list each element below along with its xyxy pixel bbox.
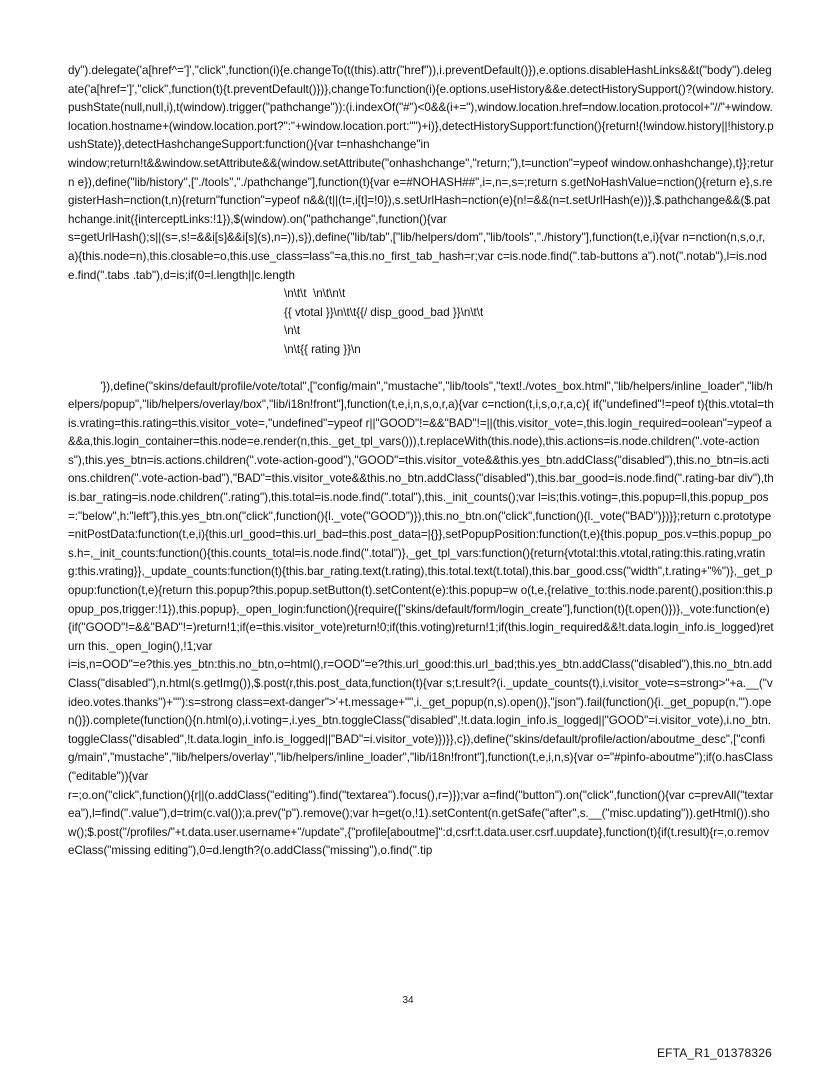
template-line: \n\t xyxy=(284,324,301,338)
template-snippet xyxy=(68,285,774,359)
code-paragraph-2: '}),define("skins/default/profile/vote/total",["config/main","mustache","lib/tools","text!./votes_box.html","lib/helpers/inline_loader","lib/helpers/popup","lib/helpers/overlay/box","lib/i18n!front"],function(t,e,i,n,s,o,r,a){var c=nction(t,i,s,o,r,a,c){ if("undefined"!=peof t){this.vtotal=this.vrating=this.rating=this.visitor_vote=,"undefined"=ypeof r||"GOOD"!=&&"BAD"!=||(this.visitor_vote=,this.login_required=oolean"=ypeof a&&a,this.login_container=this.node=e.render(n,this._get_tpl_vars())),t.replaceWith(this.node),this.actions=is.node.children(".vote-actions"),this.yes_btn=is.actions.children(".vote-action-good"),"GOOD"=this.visitor_vote&&this.yes_btn.addClass("disabled"),this.no_btn=is.actions.children(".vote-action-bad"),"BAD"=this.visitor_vote&&this.no_btn.addClass("disabled"),this.bar_good=is.node.find(".rating-bar div"),this.bar_rating=is.node.children(".rating"),this.total=is.node.find(".total"),this._init_counts();var l=is;this.voting=,this.popup=ll,this.popup_pos=:"below",h:"left"},this.yes_btn.on("click",function(){l._vote("GOOD")}),this.no_btn.on("click",function(){l._vote("BAD")})}};return c.prototype=nitPostData:function(t,e,i){this.url_good=this.url_bad=this.post_data=|{}},setPopupPosition:function(t,e){this.popup_pos.v=this.popup_pos.h=,_init_counts:function(){this.counts_total=is.node.find(".total")},_get_tpl_vars:function(){return{vtotal:this.vtotal,rating:this.rating,vrating:this.vrating}},_update_counts:function(t){this.bar_rating.text(t.rating),this.total.text(t.total),this.bar_good.css("width",t.rating+"%")},_get_popup:function(t,e){return this.popup?this.popup.setButton(t).setContent(e):this.popup=w o(t,e,{relative_to:this.node.parent(),position:this.popup_pos,trigger:!1}),this.popup},_open_login:function(){require(["skins/default/form/login_create"],function(t){t.open()})},_vote:function(e){if("GOOD"!=&&"BAD"!=)return!1;if(e=this.visitor_vote)return!0;if(this.voting)return!1;if(this.login_required&&!t.data.login_info.is_logged)return this._open_login(),!1;var i=is,n=OOD"=e?this.yes_btn:this.no_btn,o=html(),r=OOD"=e?this.url_good:this.url_bad;this.yes_btn.addClass("disabled"),this.no_btn.addClass("disabled"),n.html(s.getImg()),$.post(r,this.post_data,function(t){var s;t.result?(i._update_counts(t),i.visitor_vote=s=strong>"+a.__("video.votes.thanks")+""):s=strong class=ext-danger">'+t.message+"",i._get_popup(n,s).open()},"json").fail(function(){i._get_popup(n,'").open()}).complete(function(){n.html(o),i.voting=,i.yes_btn.toggleClass("disabled",!t.data.login_info.is_logged||"GOOD"=i.visitor_vote),i.no_btn.toggleClass("disabled",!t.data.login_info.is_logged||"BAD"=i.visitor_vote)})}},c}),define("skins/default/profile/action/aboutme_desc",["config/main","mustache","lib/helpers/overlay","lib/helpers/inline_loader","lib/i18n!front"],function(t,e,i,n,s){var o="#pinfo-aboutme");if(o.hasClass("editable")){var r=;o.on("click",function(){r||(o.addClass("editing").find("textarea").focus(),r=)});var a=find("button").on("click",function(){var c=prevAll("textarea"),l=find(".value"),d=trim(c.val());a.prev("p").remove();var h=get(o,!1).setContent(n.getSafe("after",s.__("misc.updating")).getHtml()).show();$.post("/profiles/"+t.data.user.username+"/update",{"profile[aboutme]":d,csrf:t.data.user.csrf.uupdate},function(t){if(t.result){r=,o.removeClass("missing editing"),0=d.length?(o.addClass("missing"),o.find(".tip xyxy=(68,379,774,858)
template-line: \n\t\t \n\t\n\t xyxy=(284,287,346,301)
code-paragraph-1: dy").delegate('a[href^=']',"click",function(i){e.changeTo(t(this).attr("href")),i.preventDefault()}),e.options.disableHashLinks&&t("body").delegate('a[href=']',"click",function(t){t.preventDefault()})},changeTo:function(i){e.options.useHistory&&e.detectHistorySupport()?(window.history.pushState(null,null,i),t(window).trigger("pathchange")):(i.indexOf("#")<0&&(i+="),window.location.href=ndow.location.protocol+"//"+window.location.hostname+(window.location.port?":"+window.location.port:"")+i)},detectHistorySupport:function(){return!(!window.history||!history.pushState)},detectHashchangeSupport:function(){var t=nhashchange"in window;return!t&&window.setAttribute&&(window.setAttribute("onhashchange","return;"),t=unction"=ypeof window.onhashchange),t}};return e}),define("lib/history",["./tools","./pathchange"],function(t){var e=#NOHASH##",i=,n=,s=;return s.getNoHashValue=nction(){return e},s.registerHash=nction(t,n){return"function"=ypeof n&&(t||(t=,i[t]=!0}),s.setUrlHash=nction(e){n!=&&(n=t.setUrlHash(e))},$.pathchange&&($.pathchange.init({interceptLinks:!1}),$(window).on("pathchange",function(){var s=getUrlHash();s||(s=,s!=&&i[s]&&i[s](s),n=)),s}),define("lib/tab",["lib/helpers/dom","lib/tools","./history"],function(t,e,i){var n=nction(n,s,o,r,a){this.node=n),this.closable=o,this.use_class=lass"=a,this.no_first_tab_hash=r;var c=is.node.find(".tab-buttons a").not(".notab"),l=is.node.find(".tabs .tab"),d=is;if(0=l.length||c.length xyxy=(68,64,774,282)
template-line: \n\t{{ rating }}\n xyxy=(284,342,361,356)
document-body xyxy=(68,62,774,861)
template-line: {{ vtotal }}\n\t\t{{/ disp_good_bad }}\n\t\t xyxy=(284,305,484,319)
page-number: 34 xyxy=(402,995,414,1006)
document-id: EFTA_R1_01378326 xyxy=(656,1046,772,1060)
